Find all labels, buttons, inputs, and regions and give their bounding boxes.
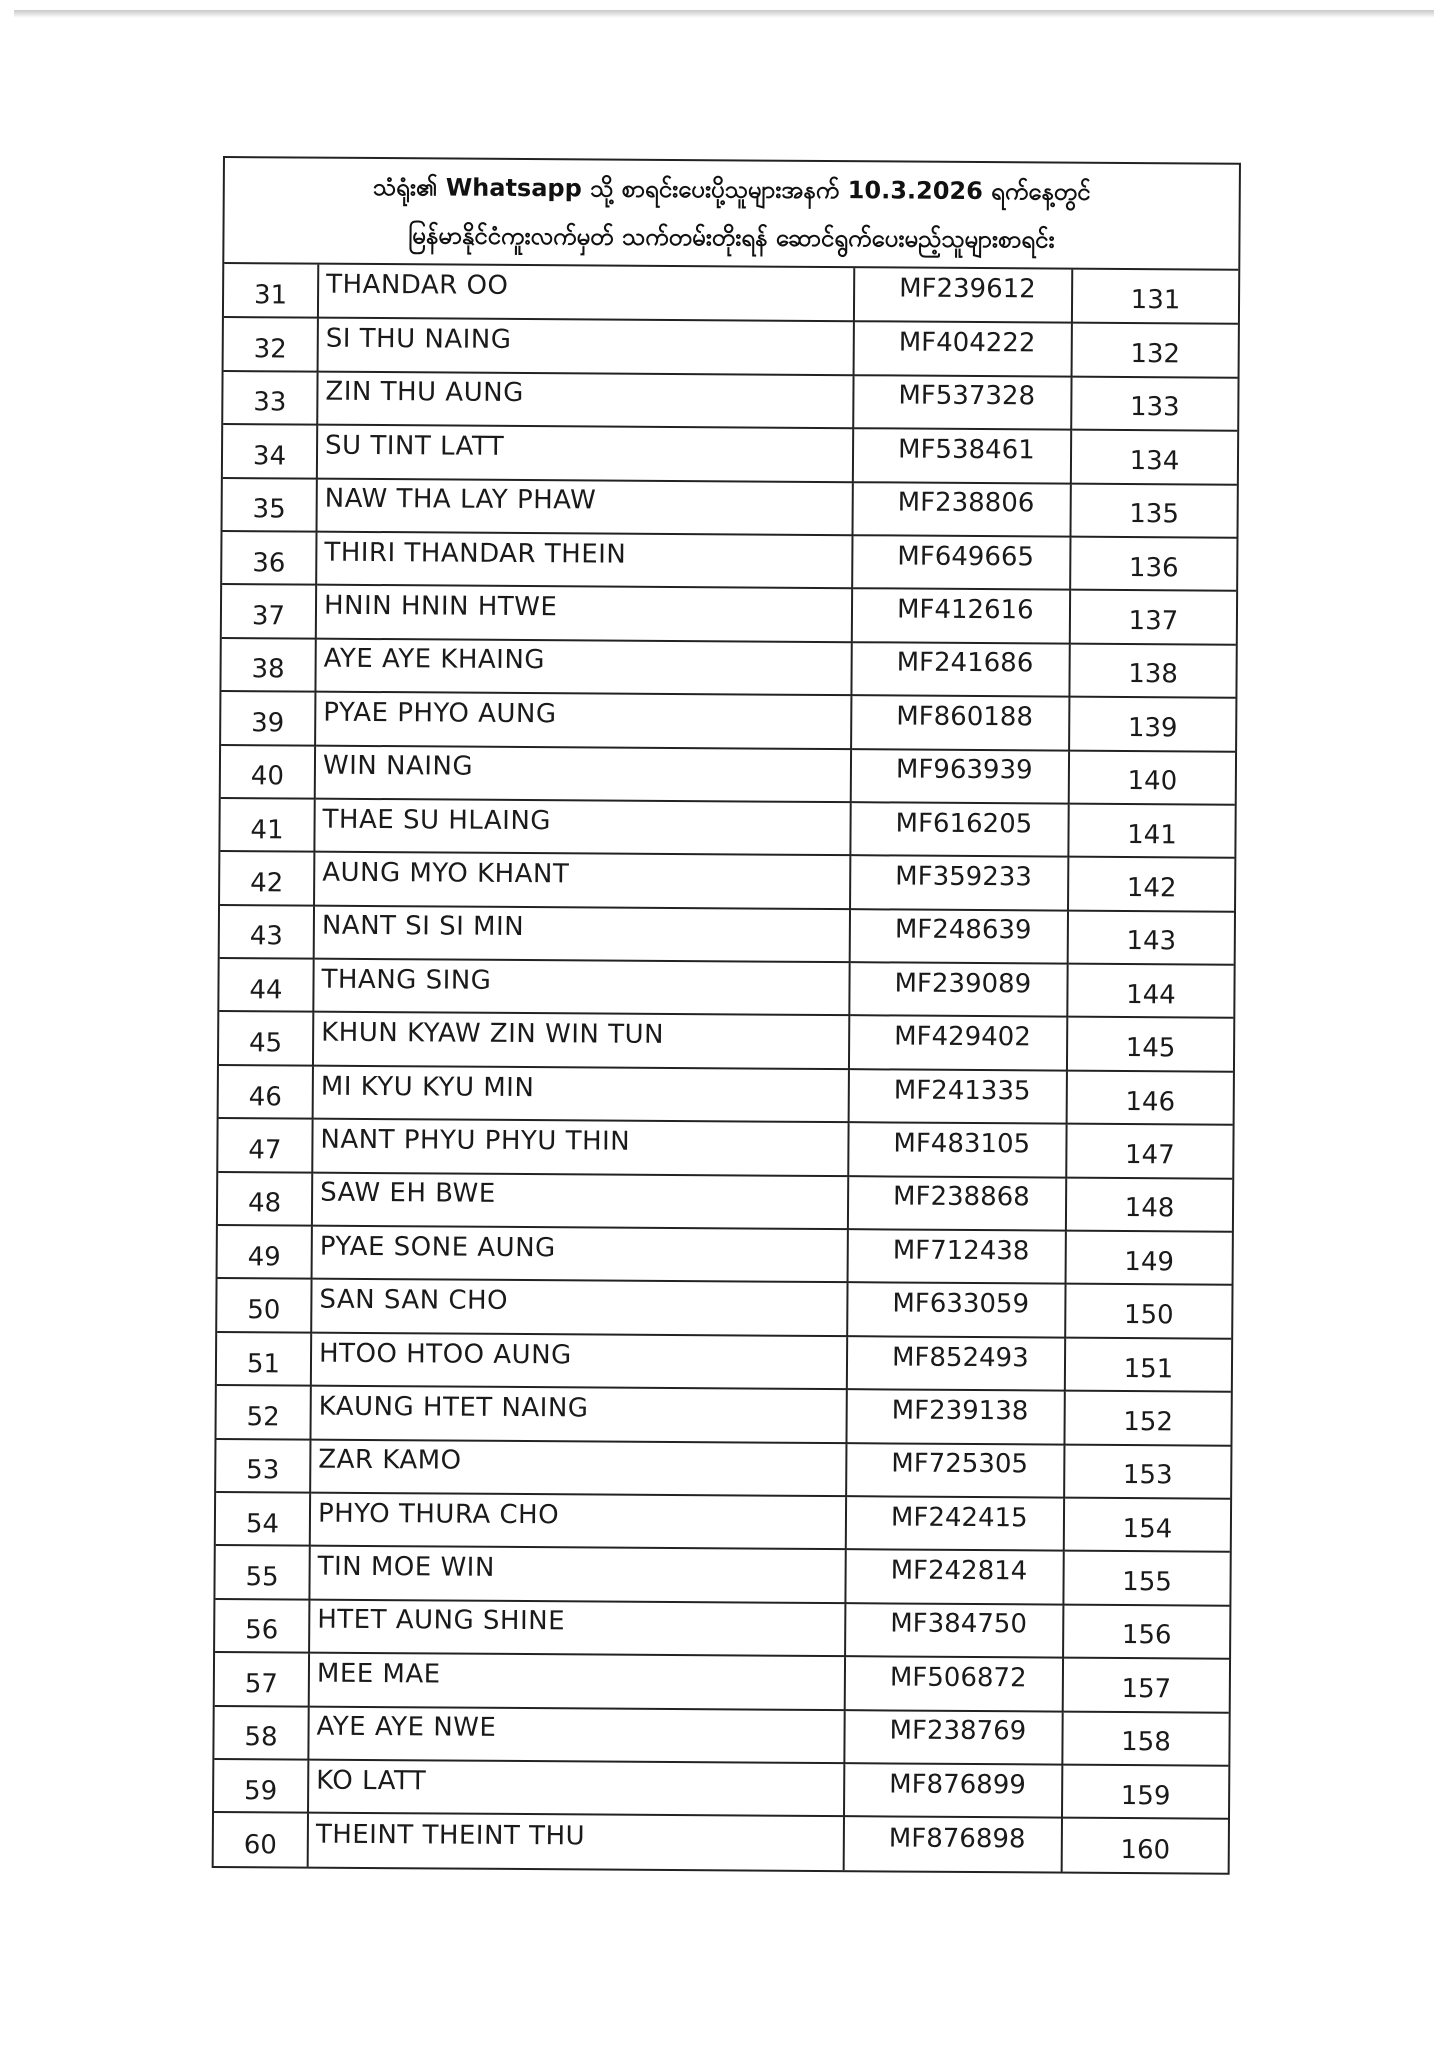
row-serial-number: 42: [220, 851, 314, 905]
table-row: [218, 1225, 1232, 1285]
table-row: [217, 1278, 1231, 1338]
row-passport-number: MF241686: [851, 642, 1069, 697]
row-name: TIN MOE WIN: [309, 1546, 845, 1603]
row-name: SAN SAN CHO: [311, 1279, 847, 1336]
row-name: NANT SI SI MIN: [314, 905, 850, 962]
passport-renewal-list: [212, 156, 1241, 1874]
row-name: THANG SING: [313, 959, 849, 1016]
row-queue-number: 157: [1063, 1658, 1229, 1712]
row-serial-number: 48: [218, 1172, 312, 1226]
row-serial-number: 49: [218, 1225, 312, 1279]
row-serial-number: 41: [220, 798, 314, 852]
row-serial-number: 45: [219, 1011, 313, 1065]
table-row: [216, 1385, 1230, 1445]
row-name: SI THU NAING: [318, 318, 854, 375]
table-row: [219, 1065, 1233, 1125]
row-passport-number: MF242415: [846, 1496, 1064, 1551]
row-name: SAW EH BWE: [312, 1172, 848, 1229]
row-passport-number: MF852493: [847, 1336, 1065, 1391]
row-passport-number: MF712438: [848, 1229, 1066, 1284]
row-serial-number: 36: [222, 531, 316, 585]
row-queue-number: 131: [1072, 270, 1238, 324]
row-name: KO LATT: [308, 1760, 844, 1817]
table-row: [218, 1118, 1232, 1178]
table-row: [215, 1545, 1229, 1605]
table-row: [216, 1492, 1230, 1552]
table-row: [218, 1172, 1232, 1232]
row-passport-number: MF242814: [845, 1550, 1063, 1605]
row-passport-number: MF633059: [847, 1283, 1065, 1338]
row-serial-number: 33: [223, 371, 317, 425]
row-name: AYE AYE KHAING: [315, 638, 851, 695]
row-queue-number: 151: [1065, 1337, 1231, 1391]
row-name: MI KYU KYU MIN: [313, 1065, 849, 1122]
table-row: [221, 691, 1235, 751]
table-row: [216, 1439, 1230, 1499]
row-name: ZIN THU AUNG: [317, 371, 853, 428]
row-serial-number: 40: [221, 745, 315, 799]
row-passport-number: MF506872: [845, 1656, 1063, 1711]
row-name: AUNG MYO KHANT: [314, 852, 850, 909]
row-serial-number: 53: [216, 1439, 310, 1493]
row-queue-number: 144: [1067, 964, 1233, 1018]
row-queue-number: 154: [1064, 1498, 1230, 1552]
row-passport-number: MF963939: [851, 749, 1069, 804]
row-name: ZAR KAMO: [310, 1439, 846, 1496]
row-passport-number: MF241335: [849, 1069, 1067, 1124]
table-row: [224, 317, 1238, 377]
row-passport-number: MF483105: [848, 1122, 1066, 1177]
row-queue-number: 155: [1063, 1551, 1229, 1605]
row-queue-number: 153: [1064, 1444, 1230, 1498]
table-row: [223, 424, 1237, 484]
row-queue-number: 133: [1071, 376, 1237, 430]
row-queue-number: 145: [1067, 1017, 1233, 1071]
row-queue-number: 139: [1069, 697, 1235, 751]
table-row: [214, 1706, 1228, 1766]
row-serial-number: 60: [214, 1812, 308, 1866]
row-serial-number: 31: [224, 264, 318, 318]
row-passport-number: MF429402: [849, 1016, 1067, 1071]
row-queue-number: 158: [1062, 1711, 1228, 1765]
row-queue-number: 132: [1072, 323, 1238, 377]
row-serial-number: 46: [219, 1065, 313, 1119]
row-name: THANDAR OO: [318, 265, 854, 322]
scan-edge-shadow: [14, 10, 1434, 18]
row-serial-number: 58: [214, 1706, 308, 1760]
row-serial-number: 39: [221, 691, 315, 745]
row-queue-number: 134: [1071, 430, 1237, 484]
row-queue-number: 150: [1065, 1284, 1231, 1338]
row-queue-number: 143: [1068, 910, 1234, 964]
row-queue-number: 135: [1070, 483, 1236, 537]
table-row: [215, 1599, 1229, 1659]
row-passport-number: MF725305: [846, 1443, 1064, 1498]
row-passport-number: MF404222: [854, 322, 1072, 377]
row-serial-number: 51: [217, 1332, 311, 1386]
row-serial-number: 54: [216, 1492, 310, 1546]
row-queue-number: 138: [1069, 643, 1235, 697]
applicant-table-body: [214, 264, 1239, 1872]
header-line-2: မြန်မာနိုင်ငံကူးလက်မှတ် သက်တမ်းတိုးရန် ဆောင်ရွက်ပေးမည့်သူများစာရင်း: [408, 221, 1055, 254]
table-row: [223, 371, 1237, 431]
row-queue-number: 160: [1062, 1818, 1228, 1872]
row-queue-number: 136: [1070, 537, 1236, 591]
row-serial-number: 59: [214, 1759, 308, 1813]
row-name: HTET AUNG SHINE: [309, 1599, 845, 1656]
row-name: PYAE PHYO AUNG: [315, 692, 851, 749]
row-serial-number: 44: [219, 958, 313, 1012]
row-passport-number: MF860188: [851, 695, 1069, 750]
row-serial-number: 56: [215, 1599, 309, 1653]
table-row: [214, 1812, 1228, 1872]
row-name: KHUN KYAW ZIN WIN TUN: [313, 1012, 849, 1069]
table-row: [214, 1759, 1228, 1819]
applicant-table: [214, 264, 1239, 1872]
row-name: PHYO THURA CHO: [310, 1493, 846, 1550]
row-name: NAW THA LAY PHAW: [317, 478, 853, 535]
row-name: HNIN HNIN HTWE: [316, 585, 852, 642]
row-serial-number: 57: [215, 1652, 309, 1706]
row-passport-number: MF238806: [852, 482, 1070, 537]
row-name: THIRI THANDAR THEIN: [316, 532, 852, 589]
row-name: HTOO HTOO AUNG: [311, 1332, 847, 1389]
row-serial-number: 47: [218, 1118, 312, 1172]
row-queue-number: 140: [1069, 750, 1235, 804]
row-passport-number: MF412616: [852, 589, 1070, 644]
list-header: [224, 158, 1239, 271]
table-row: [222, 584, 1236, 644]
row-serial-number: 34: [223, 424, 317, 478]
table-row: [219, 1011, 1233, 1071]
row-passport-number: MF876899: [844, 1763, 1062, 1818]
row-passport-number: MF239138: [846, 1389, 1064, 1444]
table-row: [220, 798, 1234, 858]
row-name: PYAE SONE AUNG: [312, 1226, 848, 1283]
row-serial-number: 32: [224, 317, 318, 371]
row-serial-number: 38: [221, 638, 315, 692]
row-queue-number: 148: [1066, 1177, 1232, 1231]
row-name: NANT PHYU PHYU THIN: [312, 1119, 848, 1176]
row-name: THAE SU HLAING: [314, 799, 850, 856]
row-name: KAUNG HTET NAING: [310, 1386, 846, 1443]
row-serial-number: 55: [215, 1545, 309, 1599]
row-serial-number: 43: [220, 905, 314, 959]
header-line-1: သံရုံး၏ Whatsapp သို့ စာရင်းပေးပို့သူများအနက် 10.3.2026 ရက်နေ့တွင်: [372, 172, 1091, 206]
row-passport-number: MF239612: [854, 268, 1072, 323]
row-passport-number: MF649665: [852, 535, 1070, 590]
row-passport-number: MF238769: [844, 1710, 1062, 1765]
row-passport-number: MF238868: [848, 1176, 1066, 1231]
row-passport-number: MF359233: [850, 855, 1068, 910]
row-name: THEINT THEINT THU: [308, 1813, 844, 1870]
row-queue-number: 142: [1068, 857, 1234, 911]
row-serial-number: 50: [217, 1278, 311, 1332]
table-row: [221, 638, 1235, 698]
table-row: [219, 958, 1233, 1018]
table-row: [217, 1332, 1231, 1392]
row-queue-number: 152: [1064, 1391, 1230, 1445]
row-passport-number: MF384750: [845, 1603, 1063, 1658]
row-queue-number: 156: [1063, 1604, 1229, 1658]
table-row: [222, 531, 1236, 591]
table-row: [221, 745, 1235, 805]
row-name: WIN NAING: [315, 745, 851, 802]
row-name: AYE AYE NWE: [308, 1706, 844, 1763]
table-row: [220, 851, 1234, 911]
row-queue-number: 146: [1067, 1070, 1233, 1124]
row-passport-number: MF537328: [853, 375, 1071, 430]
row-passport-number: MF239089: [849, 962, 1067, 1017]
row-passport-number: MF876898: [844, 1816, 1062, 1871]
table-row: [224, 264, 1238, 324]
row-queue-number: 141: [1068, 804, 1234, 858]
row-serial-number: 35: [223, 478, 317, 532]
row-queue-number: 149: [1066, 1231, 1232, 1285]
row-passport-number: MF616205: [850, 802, 1068, 857]
row-serial-number: 37: [222, 584, 316, 638]
row-queue-number: 137: [1070, 590, 1236, 644]
row-passport-number: MF248639: [850, 909, 1068, 964]
row-name: SU TINT LATT: [317, 425, 853, 482]
row-queue-number: 147: [1066, 1124, 1232, 1178]
table-row: [215, 1652, 1229, 1712]
table-row: [223, 478, 1237, 538]
row-serial-number: 52: [216, 1385, 310, 1439]
row-name: MEE MAE: [309, 1653, 845, 1710]
table-row: [220, 905, 1234, 965]
row-queue-number: 159: [1062, 1765, 1228, 1819]
row-passport-number: MF538461: [853, 428, 1071, 483]
